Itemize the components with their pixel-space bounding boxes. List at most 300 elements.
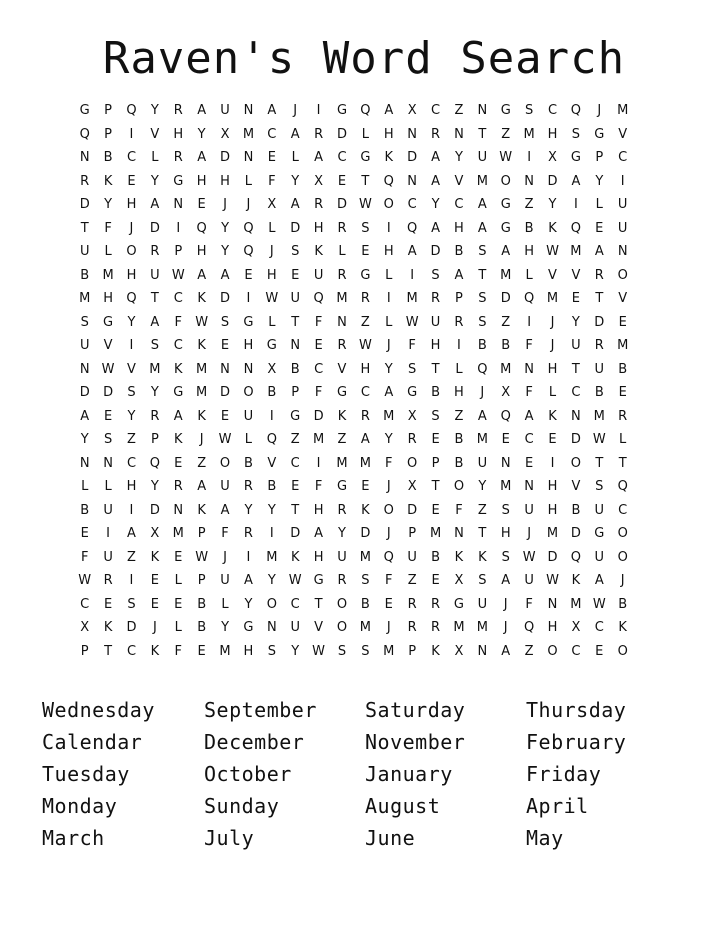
grid-letter[interactable]: A [290,126,300,142]
grid-letter[interactable]: C [267,126,277,142]
grid-letter[interactable]: V [127,361,136,377]
grid-letter[interactable]: J [550,314,555,330]
grid-letter[interactable]: T [478,267,487,283]
grid-letter[interactable]: A [501,573,511,589]
grid-letter[interactable]: W [592,596,606,612]
grid-letter[interactable]: H [126,479,137,495]
grid-letter[interactable]: L [268,314,276,330]
grid-letter[interactable]: A [243,573,253,589]
grid-letter[interactable]: R [314,126,324,142]
grid-letter[interactable]: L [104,244,112,260]
grid-letter[interactable]: R [103,573,113,589]
grid-letter[interactable]: A [501,643,511,659]
grid-letter[interactable]: M [546,526,559,542]
grid-letter[interactable]: U [571,338,581,354]
grid-letter[interactable]: S [431,408,440,424]
grid-letter[interactable]: B [594,385,604,401]
grid-letter[interactable]: S [127,596,136,612]
grid-letter[interactable]: C [80,596,90,612]
grid-letter[interactable]: P [431,455,440,471]
grid-letter[interactable]: R [337,338,347,354]
grid-letter[interactable]: V [571,479,581,495]
grid-letter[interactable]: V [150,126,160,142]
grid-letter[interactable]: F [385,573,393,589]
grid-letter[interactable]: R [243,526,253,542]
grid-letter[interactable]: J [223,549,227,565]
grid-letter[interactable]: C [126,150,137,166]
grid-letter[interactable]: I [176,220,181,236]
grid-letter[interactable]: Q [383,549,394,565]
grid-letter[interactable]: K [173,361,183,377]
grid-letter[interactable]: G [336,479,348,495]
grid-letter[interactable]: R [337,220,347,236]
grid-letter[interactable]: Q [243,220,254,236]
grid-letter[interactable]: A [384,385,394,401]
grid-letter[interactable]: R [337,573,347,589]
grid-letter[interactable]: M [546,291,559,307]
grid-letter[interactable]: Y [595,173,604,189]
grid-letter[interactable]: L [81,479,89,495]
grid-letter[interactable]: O [383,502,394,518]
grid-letter[interactable]: W [358,338,372,354]
grid-letter[interactable]: K [150,549,160,565]
grid-letter[interactable]: Y [104,197,113,213]
grid-letter[interactable]: N [266,620,277,636]
grid-letter[interactable]: R [431,620,441,636]
grid-letter[interactable]: C [173,338,183,354]
grid-letter[interactable]: X [267,197,277,213]
grid-letter[interactable]: T [80,220,89,236]
grid-letter[interactable]: H [313,220,324,236]
grid-letter[interactable]: G [336,103,348,119]
grid-letter[interactable]: K [314,244,323,260]
grid-letter[interactable]: N [407,173,418,189]
grid-letter[interactable]: F [525,338,533,354]
grid-letter[interactable]: O [266,596,277,612]
grid-letter[interactable]: W [218,432,232,448]
grid-letter[interactable]: N [500,455,511,471]
grid-letter[interactable]: E [571,291,580,307]
grid-letter[interactable]: O [407,455,418,471]
grid-letter[interactable]: N [220,361,230,377]
grid-letter[interactable]: B [571,502,581,518]
grid-letter[interactable]: C [454,197,464,213]
grid-letter[interactable]: N [454,526,464,542]
grid-letter[interactable]: D [79,197,90,213]
grid-letter[interactable]: V [618,126,628,142]
grid-letter[interactable]: U [430,314,441,330]
grid-letter[interactable]: D [430,244,441,260]
grid-letter[interactable]: M [359,549,371,565]
grid-letter[interactable]: Y [384,432,393,448]
grid-letter[interactable]: Q [570,549,582,565]
grid-letter[interactable]: M [453,620,465,636]
grid-letter[interactable]: A [220,267,230,283]
grid-letter[interactable]: U [477,596,488,612]
grid-letter[interactable]: M [476,173,488,189]
grid-letter[interactable]: G [500,220,511,236]
grid-letter[interactable]: A [197,479,207,495]
grid-letter[interactable]: E [220,408,230,424]
grid-letter[interactable]: Y [548,197,557,213]
grid-letter[interactable]: E [220,338,230,354]
grid-letter[interactable]: M [266,549,278,565]
grid-letter[interactable]: D [313,408,324,424]
grid-letter[interactable]: A [80,408,90,424]
grid-letter[interactable]: H [547,479,558,495]
grid-letter[interactable]: E [431,573,440,589]
grid-letter[interactable]: M [172,526,184,542]
grid-letter[interactable]: A [594,573,604,589]
grid-letter[interactable]: X [314,173,324,189]
grid-letter[interactable]: O [570,455,582,471]
grid-letter[interactable]: Z [407,573,417,589]
grid-letter[interactable]: Y [267,573,276,589]
grid-letter[interactable]: H [383,244,394,260]
grid-letter[interactable]: H [173,126,184,142]
grid-letter[interactable]: I [410,267,415,283]
grid-letter[interactable]: R [618,408,628,424]
grid-letter[interactable]: X [501,385,511,401]
grid-letter[interactable]: T [431,479,440,495]
grid-letter[interactable]: H [220,173,230,189]
grid-letter[interactable]: X [150,526,160,542]
grid-letter[interactable]: I [129,573,134,589]
grid-letter[interactable]: B [80,267,90,283]
grid-letter[interactable]: Q [313,291,324,307]
grid-letter[interactable]: C [618,502,628,518]
grid-letter[interactable]: F [525,385,533,401]
grid-letter[interactable]: L [151,150,159,166]
grid-letter[interactable]: O [500,173,511,189]
grid-letter[interactable]: M [196,385,208,401]
grid-letter[interactable]: U [79,244,90,260]
grid-letter[interactable]: A [477,408,487,424]
grid-letter[interactable]: Y [291,173,300,189]
grid-letter[interactable]: C [314,361,324,377]
grid-letter[interactable]: H [266,267,277,283]
grid-letter[interactable]: R [80,173,90,189]
grid-letter[interactable]: E [174,455,183,471]
grid-letter[interactable]: K [150,643,160,659]
grid-letter[interactable]: A [454,267,464,283]
grid-letter[interactable]: L [455,361,463,377]
grid-letter[interactable]: R [173,150,183,166]
grid-letter[interactable]: O [617,549,628,565]
grid-letter[interactable]: E [525,455,534,471]
grid-letter[interactable]: C [524,432,534,448]
grid-letter[interactable]: Z [501,126,511,142]
grid-letter[interactable]: A [524,408,534,424]
grid-letter[interactable]: S [524,103,534,119]
grid-letter[interactable]: P [174,244,183,260]
grid-letter[interactable]: Y [150,479,159,495]
grid-letter[interactable]: U [524,573,534,589]
grid-letter[interactable]: U [407,549,417,565]
grid-letter[interactable]: K [103,173,113,189]
grid-letter[interactable]: M [336,455,348,471]
grid-letter[interactable]: A [594,244,604,260]
grid-letter[interactable]: H [196,244,207,260]
grid-letter[interactable]: H [524,244,534,260]
grid-letter[interactable]: G [266,338,277,354]
grid-letter[interactable]: R [173,103,183,119]
grid-letter[interactable]: S [501,549,510,565]
grid-letter[interactable]: B [197,596,207,612]
grid-letter[interactable]: Q [196,220,207,236]
grid-letter[interactable]: Y [221,220,230,236]
grid-letter[interactable]: E [103,596,113,612]
grid-letter[interactable]: Q [570,103,582,119]
grid-letter[interactable]: D [220,385,231,401]
grid-letter[interactable]: A [407,244,417,260]
grid-letter[interactable]: T [150,291,159,307]
grid-letter[interactable]: A [431,150,440,166]
grid-letter[interactable]: R [337,267,347,283]
grid-letter[interactable]: H [547,126,558,142]
grid-letter[interactable]: U [103,502,113,518]
grid-letter[interactable]: T [478,126,487,142]
grid-letter[interactable]: I [129,126,134,142]
grid-letter[interactable]: J [597,103,602,119]
grid-letter[interactable]: T [595,455,604,471]
grid-letter[interactable]: P [197,526,206,542]
grid-letter[interactable]: N [477,103,488,119]
grid-letter[interactable]: H [103,291,113,307]
grid-letter[interactable]: P [455,291,463,307]
grid-letter[interactable]: L [619,432,627,448]
grid-letter[interactable]: S [478,573,487,589]
grid-letter[interactable]: G [79,103,90,119]
grid-letter[interactable]: U [79,338,90,354]
grid-letter[interactable]: I [620,173,625,189]
grid-letter[interactable]: E [150,573,159,589]
grid-letter[interactable]: I [386,220,391,236]
grid-letter[interactable]: H [430,338,441,354]
grid-letter[interactable]: S [361,220,370,236]
grid-letter[interactable]: X [407,408,417,424]
grid-letter[interactable]: E [618,314,627,330]
grid-letter[interactable]: H [313,502,324,518]
grid-letter[interactable]: W [288,573,302,589]
grid-letter[interactable]: M [336,291,348,307]
grid-letter[interactable]: B [477,338,487,354]
grid-letter[interactable]: M [383,408,395,424]
grid-letter[interactable]: P [408,526,417,542]
grid-letter[interactable]: R [150,408,160,424]
grid-letter[interactable]: Y [267,502,276,518]
grid-letter[interactable]: N [617,244,628,260]
grid-letter[interactable]: R [360,408,370,424]
grid-letter[interactable]: L [221,596,229,612]
grid-letter[interactable]: Z [524,197,534,213]
grid-letter[interactable]: V [267,455,277,471]
grid-letter[interactable]: L [361,126,369,142]
grid-letter[interactable]: R [431,291,441,307]
grid-letter[interactable]: B [431,385,441,401]
grid-letter[interactable]: A [267,103,277,119]
grid-letter[interactable]: J [550,338,555,354]
grid-letter[interactable]: O [453,479,465,495]
grid-letter[interactable]: D [360,526,371,542]
grid-letter[interactable]: I [550,455,555,471]
letter-grid[interactable] [73,99,659,663]
grid-letter[interactable]: M [523,126,535,142]
grid-letter[interactable]: Z [454,103,464,119]
grid-letter[interactable]: A [314,526,324,542]
grid-letter[interactable]: S [220,314,230,330]
grid-letter[interactable]: R [594,338,604,354]
grid-letter[interactable]: Y [478,479,487,495]
grid-letter[interactable]: C [571,643,581,659]
grid-letter[interactable]: J [503,596,508,612]
grid-letter[interactable]: L [385,314,393,330]
grid-letter[interactable]: L [291,150,299,166]
grid-letter[interactable]: F [455,502,463,518]
grid-letter[interactable]: K [431,643,440,659]
grid-letter[interactable]: Y [197,126,206,142]
grid-letter[interactable]: I [129,338,134,354]
grid-letter[interactable]: G [360,267,371,283]
grid-letter[interactable]: O [336,620,348,636]
grid-letter[interactable]: U [220,479,230,495]
grid-letter[interactable]: M [312,432,325,448]
grid-letter[interactable]: L [244,432,253,448]
grid-letter[interactable]: I [106,526,110,542]
grid-letter[interactable]: B [243,455,253,471]
grid-letter[interactable]: Y [150,173,159,189]
grid-letter[interactable]: H [454,220,464,236]
grid-letter[interactable]: R [407,432,417,448]
grid-letter[interactable]: W [265,291,279,307]
grid-letter[interactable]: O [219,455,231,471]
grid-letter[interactable]: M [359,620,371,636]
grid-letter[interactable]: Y [150,385,159,401]
grid-letter[interactable]: Y [454,150,463,166]
grid-letter[interactable]: U [477,150,488,166]
grid-letter[interactable]: J [386,620,391,636]
grid-letter[interactable]: D [407,502,418,518]
grid-letter[interactable]: C [290,455,300,471]
grid-letter[interactable]: Y [221,244,230,260]
grid-letter[interactable]: K [197,291,206,307]
grid-letter[interactable]: R [454,314,464,330]
grid-letter[interactable]: E [244,267,253,283]
grid-letter[interactable]: F [174,643,182,659]
grid-letter[interactable]: A [197,150,207,166]
grid-letter[interactable]: E [291,479,300,495]
grid-letter[interactable]: N [477,643,488,659]
grid-letter[interactable]: J [386,338,391,354]
grid-letter[interactable]: T [478,526,487,542]
grid-letter[interactable]: A [127,526,136,542]
grid-letter[interactable]: E [431,502,440,518]
grid-letter[interactable]: K [337,408,347,424]
grid-letter[interactable]: U [290,291,300,307]
grid-letter[interactable]: W [592,432,606,448]
grid-letter[interactable]: H [547,620,558,636]
grid-letter[interactable]: E [384,596,393,612]
grid-letter[interactable]: S [80,314,89,330]
grid-letter[interactable]: W [499,150,513,166]
grid-letter[interactable]: H [547,502,558,518]
grid-letter[interactable]: X [548,150,557,166]
grid-letter[interactable]: Y [127,314,136,330]
grid-letter[interactable]: B [360,596,370,612]
grid-letter[interactable]: S [478,314,487,330]
grid-letter[interactable]: U [243,408,254,424]
grid-letter[interactable]: Z [290,432,300,448]
grid-letter[interactable]: U [524,502,534,518]
grid-letter[interactable]: H [126,197,137,213]
grid-letter[interactable]: I [527,314,532,330]
grid-letter[interactable]: Q [407,220,418,236]
grid-letter[interactable]: I [457,338,461,354]
grid-letter[interactable]: U [313,267,324,283]
grid-letter[interactable]: K [197,502,206,518]
grid-letter[interactable]: C [594,620,604,636]
grid-letter[interactable]: A [360,432,370,448]
grid-letter[interactable]: E [361,244,370,260]
grid-letter[interactable]: Z [524,643,534,659]
grid-letter[interactable]: W [546,573,559,589]
grid-letter[interactable]: J [223,197,227,213]
grid-letter[interactable]: B [290,361,300,377]
grid-letter[interactable]: L [104,479,112,495]
grid-letter[interactable]: G [243,314,254,330]
grid-letter[interactable]: E [174,596,183,612]
grid-letter[interactable]: L [548,385,557,401]
grid-letter[interactable]: H [313,549,324,565]
grid-letter[interactable]: R [314,197,324,213]
grid-letter[interactable]: E [361,479,370,495]
grid-letter[interactable]: Q [79,126,90,142]
grid-letter[interactable]: J [480,385,485,401]
grid-letter[interactable]: W [171,267,185,283]
grid-letter[interactable]: H [547,361,558,377]
grid-letter[interactable]: Q [477,361,488,377]
grid-letter[interactable]: Q [570,220,582,236]
grid-letter[interactable]: T [618,455,627,471]
grid-letter[interactable]: M [219,643,231,659]
grid-letter[interactable]: M [500,361,512,377]
grid-letter[interactable]: P [197,573,206,589]
grid-letter[interactable]: M [500,267,512,283]
grid-letter[interactable]: I [573,197,578,213]
grid-letter[interactable]: M [149,361,161,377]
grid-letter[interactable]: X [407,479,417,495]
grid-letter[interactable]: M [406,291,418,307]
grid-letter[interactable]: E [291,267,300,283]
grid-letter[interactable]: J [269,244,274,260]
grid-letter[interactable]: T [104,643,113,659]
grid-letter[interactable]: D [336,126,347,142]
grid-letter[interactable]: M [383,643,395,659]
grid-letter[interactable]: A [197,267,207,283]
grid-letter[interactable]: Q [126,291,137,307]
grid-letter[interactable]: E [127,173,136,189]
grid-letter[interactable]: D [570,432,581,448]
grid-letter[interactable]: Z [477,502,487,518]
grid-letter[interactable]: X [407,103,417,119]
grid-letter[interactable]: G [453,596,464,612]
grid-letter[interactable]: E [431,432,440,448]
grid-letter[interactable]: N [407,126,418,142]
grid-letter[interactable]: K [571,573,581,589]
grid-letter[interactable]: T [595,291,604,307]
grid-letter[interactable]: Y [150,103,159,119]
grid-letter[interactable]: S [103,432,113,448]
